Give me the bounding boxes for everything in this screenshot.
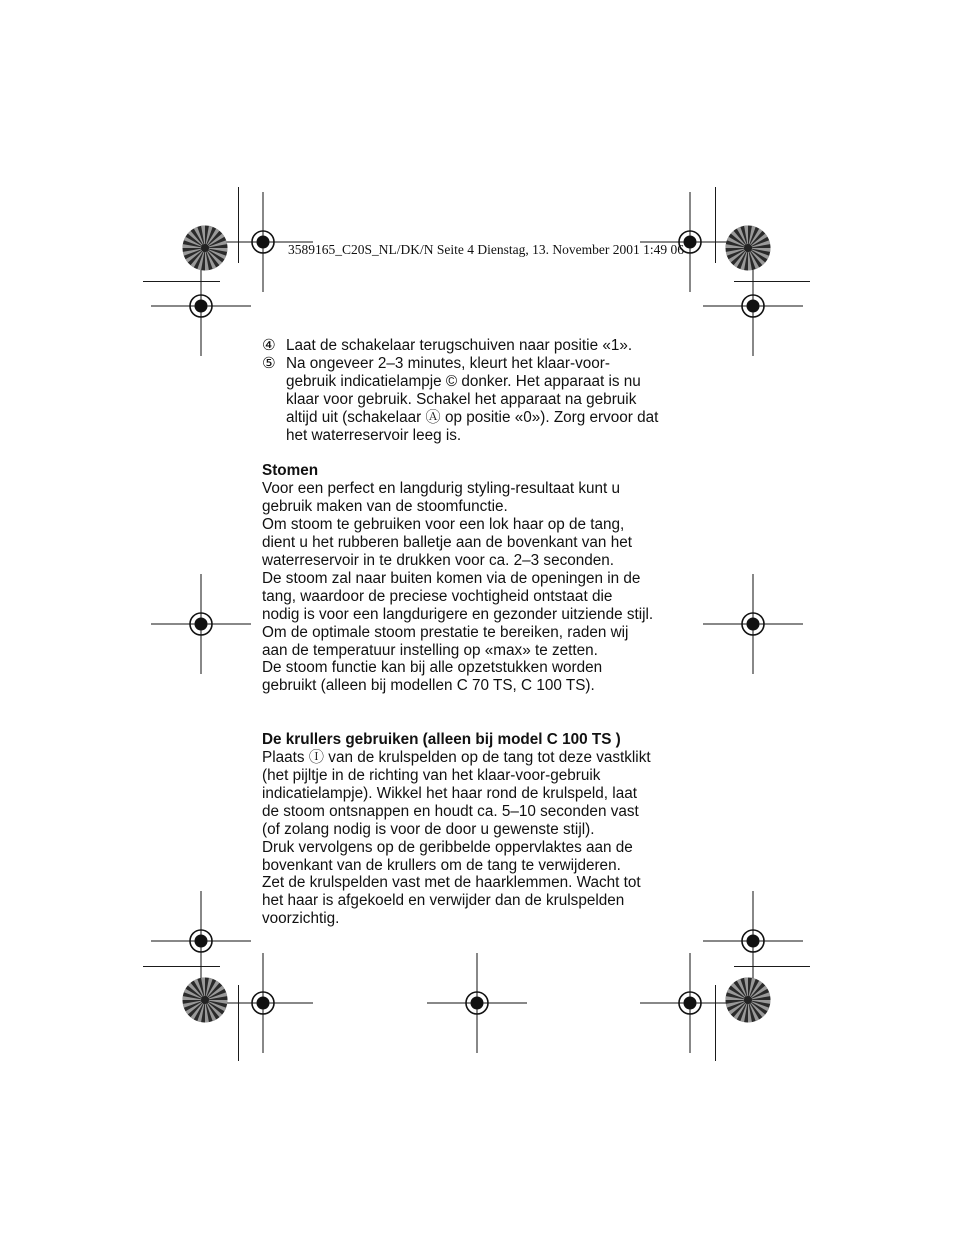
registration-target-icon: [427, 953, 527, 1053]
print-slug-header: 3589165_C20S_NL/DK/N Seite 4 Dienstag, 13. November 2001 1:49 06: [288, 242, 684, 257]
section-heading-krullers: De krullers gebruiken (alleen bij model C 100 TS ): [262, 731, 621, 749]
step-item: [262, 337, 702, 355]
step-text: Na ongeveer 2–3 minutes, kleurt het klaar-voor- gebruik indicatielampje © donker. Het apparaat is nu klaar voor gebruik. Schakel het apparaat na gebruik altijd uit (schakelaar Ⓐ op positie «0»). Zorg ervoor dat het waterreservoir leeg is.: [286, 354, 659, 444]
step-number: ⑤: [262, 354, 276, 372]
manual-page-content: [262, 337, 702, 928]
registration-target-icon: [703, 574, 803, 674]
registration-target-icon: [213, 953, 313, 1053]
section-body-krullers: Plaats Ⓘ van de krulspelden op de tang tot deze vastklikt (het pijltje in de richting van het klaar-voor-gebruik indicatielampje). Wikkel het haar rond de krulspeld, laat de stoom ontsnappen en houdt ca. 5–10 seconden vast (of zolang nodig is voor de door u gewenste stijl). Druk vervolgens op de geribbelde oppervlaktes aan de bovenkant van de krullers om de tang te verwijderen. Zet de krulspelden vast met de haarklemmen. Wacht tot het haar is afgekoeld en verwijder dan de krulspelden voorzichtig.: [262, 749, 651, 928]
starburst-calibration-icon: [725, 977, 771, 1023]
registration-target-icon: [703, 256, 803, 356]
step-item: [262, 355, 702, 445]
step-number: ④: [262, 337, 276, 354]
registration-target-icon: [151, 574, 251, 674]
starburst-calibration-icon: [182, 225, 228, 271]
section-body-stomen: Voor een perfect en langdurig styling-resultaat kunt u gebruik maken van de stoomfunctie. Om stoom te gebruiken voor een lok haar op de tang, dient u het rubberen balletje aan de bovenkant van het waterreservoir in te drukken voor ca. 2–3 seconden. De stoom zal naar buiten komen via de openingen in de tang, waardoor de preciese vochtigheid ontstaat die nodig is voor een langdurigere en gezonder uitziende stijl. Om de optimale stoom prestatie te bereiken, raden wij aan de temperatuur instelling op «max» te zetten. De stoom functie kan bij alle opzetstukken worden gebruikt (alleen bij modellen C 70 TS, C 100 TS).: [262, 480, 654, 695]
step-text: Laat de schakelaar terugschuiven naar positie «1».: [286, 337, 633, 354]
starburst-calibration-icon: [182, 977, 228, 1023]
section-heading-stomen: Stomen: [262, 462, 319, 480]
registration-target-icon: [151, 256, 251, 356]
